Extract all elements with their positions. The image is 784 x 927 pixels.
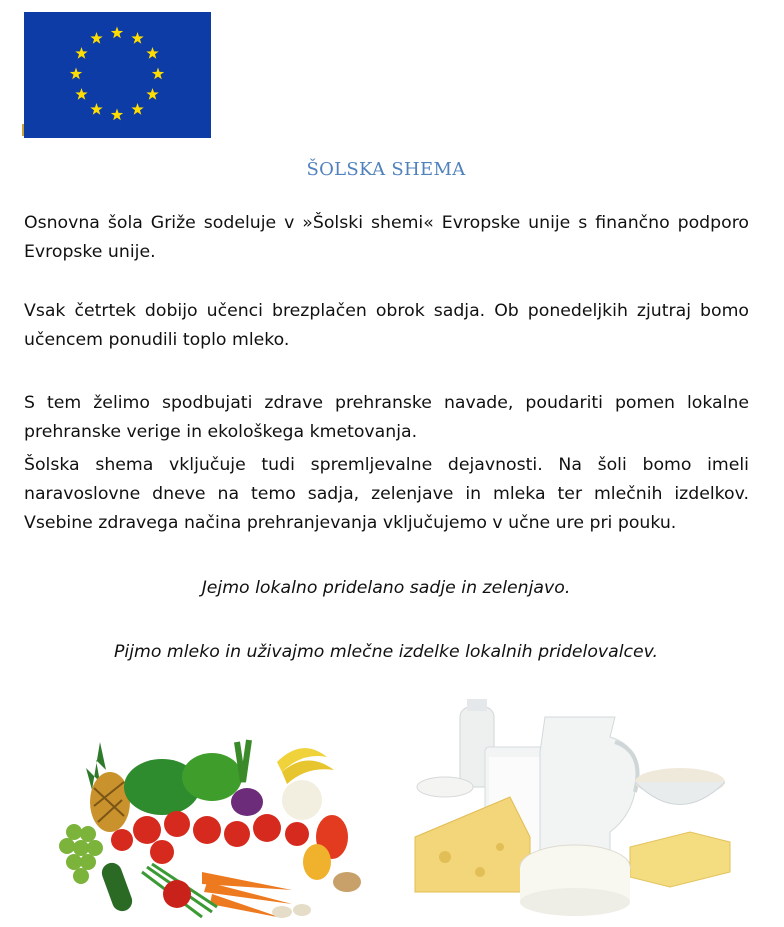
paragraph-schedule: Vsak četrtek dobijo učenci brezplačen obrok sadja. Ob ponedeljkih zjutraj bomo učencem ponudili toplo mleko. [24,301,749,350]
paragraph-goals: S tem želimo spodbujati zdrave prehranske navade, poudariti pomen lokalne prehranske verige in ekološkega kmetovanja. [24,393,749,442]
dairy-products-image [405,697,750,919]
slogan-milk: Pijmo mleko in uživajmo mlečne izdelke lokalnih pridelovalcev. [114,642,658,662]
page-title: ŠOLSKA SHEMA [306,159,466,180]
paragraph-activities: Šolska shema vključuje tudi spremljevalne dejavnosti. Na šoli bomo imeli naravoslovne dneve na temo sadja, zelenjave in mleka ter mlečnih izdelkov. Vsebine zdravega načina prehranjevanja vključujemo v učne ure pri pouku. [24,455,749,533]
paragraph-intro: Osnovna šola Griže sodeluje v »Šolski shemi« Evropske unije s finančno podporo Evropske unije. [24,213,749,262]
eu-flag-icon [24,12,211,138]
fruit-vegetables-image [52,722,372,922]
slogan-fruit: Jejmo lokalno pridelano sadje in zelenjavo. [201,578,571,598]
